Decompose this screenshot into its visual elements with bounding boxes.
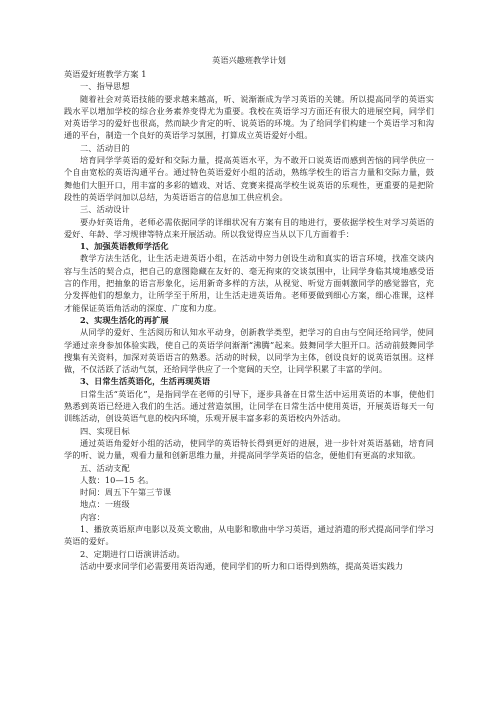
section-heading: 三、活动设计	[80, 204, 130, 215]
section-heading: 人数：10—15 名。	[80, 474, 154, 485]
paragraph: 日常生活“英语化”，是指同学在老师的引导下，逐步具备在日常生活中运用英语的本事，使他们熟悉到英语已经进入我们的生活。通过营造氛围，让同学在日常生活中使用英语，开展英语每天一句训练活动，创设英语气息的校内环境，乐观开展丰富多彩的英语校内外活动。	[64, 388, 434, 424]
document-subtitle: 英语爱好班教学方案 1	[64, 69, 147, 79]
subsection-heading: 3、日常生活英语化，生活再现英语	[80, 376, 211, 387]
paragraph: 活动中要求同学们必需要用英语沟通，使同学们的听力和口语得到熟练，提高英语实践力	[80, 560, 404, 571]
subsection-heading: 1、加强英语教师学活化	[80, 241, 169, 252]
section-heading: 2、定期进行口语演讲活动。	[80, 548, 185, 559]
section-heading: 二、活动目的	[80, 142, 130, 153]
paragraph: 要办好英语角，老师必需依据同学的详细状况有方案有目的地进行，要依据学校生对学习英语的爱好、年龄、学习规律等特点来开展活动。所以我觉得应当从以下几方面着手：	[64, 216, 434, 239]
subsection-heading: 2、实现生活化的再扩展	[80, 314, 169, 325]
document-title: 英语兴趣班教学计划	[212, 55, 286, 65]
section-heading: 五、活动支配	[80, 462, 130, 473]
document-body	[64, 80, 434, 572]
paragraph: 1、播放英语原声电影以及英文歌曲，从电影和歌曲中学习英语，通过消遣的形式提高同学们学习英语的爱好。	[64, 523, 434, 547]
paragraph: 培育同学学英语的爱好和交际力量，提高英语水平，为不敢开口说英语而感到苦恼的同学供应一个自由宽松的英语沟通平台。通过特色英语爱好小组的活动，熟练学校生的语言力量和交际力量，鼓舞他们大胆开口，用丰富的多彩的嬉戏、对话、竞赛来提高学校生说英语的乐观性，更重要的是把阶段性的英语学问加以总结，为英语语言的信息加工供应机会。	[64, 155, 434, 202]
section-heading: 一、指导思想	[80, 81, 130, 92]
paragraph: 随着社会对英语技能的要求越来越高，听、说渐渐成为学习英语的关键。所以提高同学的英语实践水平以增加学校的综合业务素养变得尤为重要。我校在英语学习方面还有很大的进展空间，同学们对英语学习的爱好也很高，然而缺少肯定的听、说英语的环境。为了给同学们构建一个英语学习和沟通的平台，制造一个良好的英语学习氛围，打算成立英语爱好小组。	[64, 93, 434, 141]
section-heading: 时间：周五下午第三节课	[80, 487, 172, 498]
section-heading: 地点：一班级	[80, 499, 130, 510]
section-heading: 四、实现目标	[80, 425, 130, 436]
paragraph: 教学方法生活化，让生活走进英语小组，在活动中努力创设生动和真实的语言环境，找准交谈内容与生活的契合点，把自己的意图隐藏在友好的、毫无拘束的交谈氛围中，让同学身临其境地感受语言的作用，把抽象的语言形象化，运用新奇多样的方法，从视觉、听觉方面刺激同学的感觉器官，充分发挥他们的想象力，让所学至于所用，让生活走进英语角。老师要做到细心方案，细心准课，这样才能保证英语角活动的深度、广度和力度。	[64, 253, 434, 313]
section-heading: 内容：	[80, 511, 105, 522]
paragraph: 从同学的爱好、生活阅历和认知水平动身，创新教学类型，把学习的自由与空间还给同学，使同学通过亲身参加体验实践，使自己的英语学问渐渐“沸腾”起来。鼓舞同学大胆开口。活动前鼓舞同学搜集有关资料，加深对英语语言的熟悉。活动的时候，以同学为主体，创设良好的说英语氛围。这样做，不仅活跃了活动气氛，还给同学供应了一个宽阔的天空，让同学积累了丰富的学问。	[64, 327, 434, 375]
paragraph: 通过英语角爱好小组的活动，使同学的英语特长得到更好的进展，进一步针对英语基础，培育同学的听、说力量，观看力量和创新思维力量，并提高同学学英语的信念，便他们有更高的求知欲。	[64, 437, 434, 461]
